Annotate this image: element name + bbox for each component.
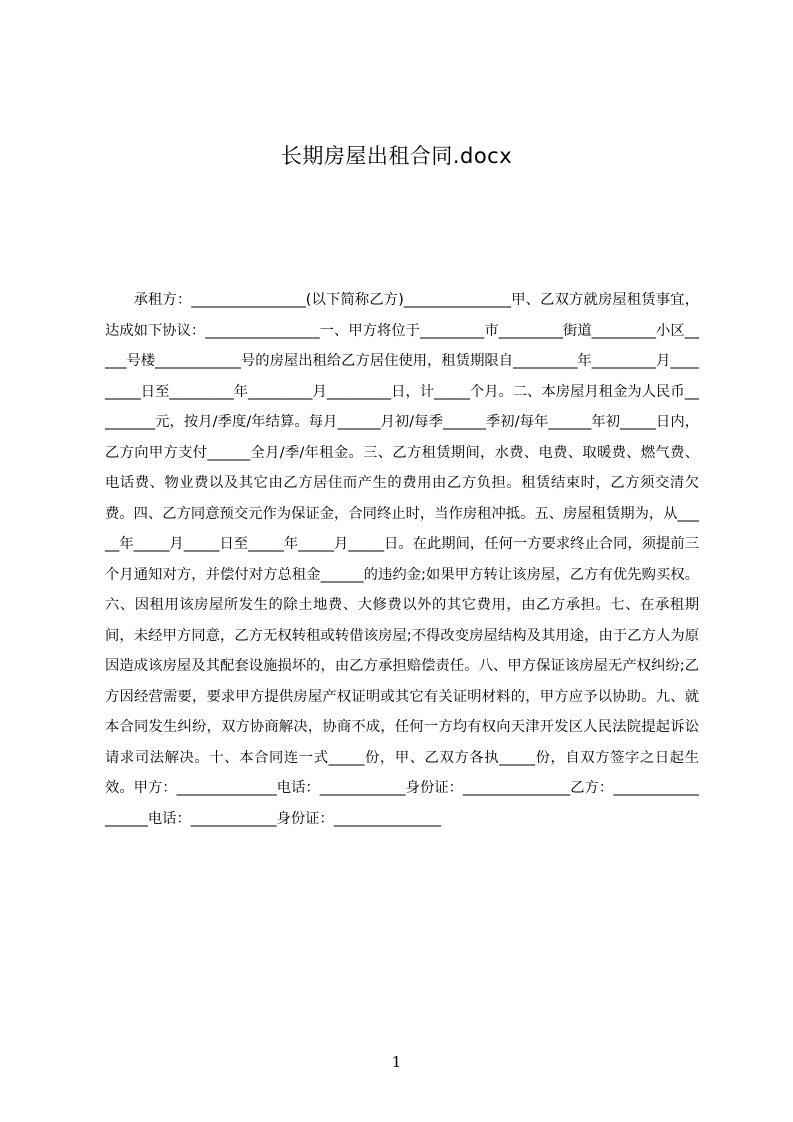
contract-body-text: 承租方：________________(以下简称乙方)_______________甲、乙双方就房屋租赁事宜，达成如下协议：________________一、甲方将位于_________市_________街道_________小区_____号楼____________号的房屋出租给乙方居住使用，租赁期限自_________年_________月_________日至_________年_________月_________日，计_____个月。二、本房屋月租金为人民币_________元，按月/季度/年结算。每月______月初/每季______季初/每年______年初_____日内，乙方向甲方支付______全月/季/年租金。三、乙方租赁期间，水费、电费、取暖费、燃气费、电话费、物业费以及其它由乙方居住而产生的费用由乙方负担。租赁结束时，乙方须交清欠费。四、乙方同意预交元作为保证金，合同终止时，当作房租冲抵。五、房屋租赁期为，从_____年_____月_____日至_____年_____月_____日。在此期间，任何一方要求终止合同，须提前三个月通知对方，并偿付对方总租金______的违约金;如果甲方转让该房屋，乙方有优先购买权。六、因租用该房屋所发生的除土地费、大修费以外的其它费用，由乙方承担。七、在承租期间，未经甲方同意，乙方无权转租或转借该房屋;不得改变房屋结构及其用途，由于乙方人为原因造成该房屋及其配套设施损坏的，由乙方承担赔偿责任。八、甲方保证该房屋无产权纠纷;乙方因经营需要，要求甲方提供房屋产权证明或其它有关证明材料的，甲方应予以协助。九、就本合同发生纠纷，双方协商解决，协商不成，任何一方均有权向天津开发区人民法院提起诉讼请求司法解决。十、本合同连一式_____份，甲、乙双方各执_____份，自双方签字之日起生效。甲方：______________电话：____________身份证：_______________乙方：__________________电话：____________身份证：_______________: [105, 292, 699, 827]
document-title: 长期房屋出租合同.docx: [280, 144, 513, 168]
page-number: 1: [391, 1053, 402, 1071]
